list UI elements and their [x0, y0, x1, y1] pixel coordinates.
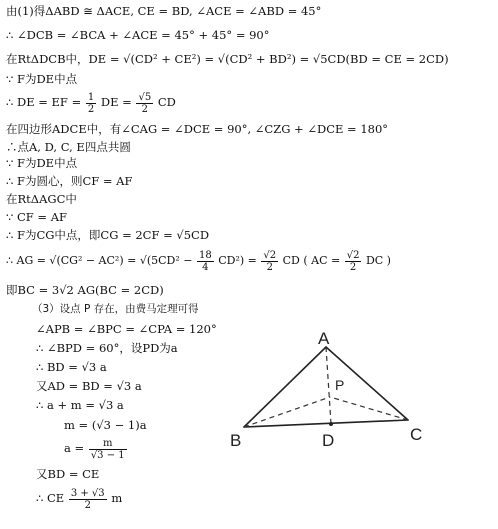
- line-13: [6, 248, 391, 274]
- label-b: B: [230, 431, 242, 450]
- fraction-numerator: 18: [199, 249, 212, 261]
- line-9: ∴ F为圆心，则CF = AF: [6, 174, 133, 188]
- line-5-a: ∴ DE = EF =: [6, 95, 85, 109]
- line-5-c: CD: [154, 95, 176, 109]
- line-5-b: DE =: [97, 95, 136, 109]
- fraction-numerator: 1: [87, 91, 95, 103]
- line-10: 在RtΔAGC中: [6, 192, 77, 206]
- line-13-d: DC ): [362, 254, 391, 267]
- fraction-3-plus-root3-over-2: [69, 488, 107, 511]
- line-13-c: CD ( AC =: [279, 254, 344, 267]
- line-20: ∴ a + m = √3 a: [36, 398, 124, 412]
- line-22-a: a =: [64, 441, 88, 455]
- side-bc: [244, 420, 408, 427]
- line-6: 在四边形ADCE中，有∠CAG = ∠DCE = 90°, ∠CZG + ∠DCE = 180°: [6, 122, 389, 136]
- line-16: ∠APB = ∠BPC = ∠CPA = 120°: [36, 322, 217, 336]
- fraction-denominator: 2: [84, 499, 91, 511]
- fraction-half: [86, 92, 96, 115]
- line-4: ∵ F为DE中点: [6, 72, 78, 86]
- line-24-b: m: [107, 491, 123, 505]
- fraction-18-over-4: [197, 250, 214, 273]
- line-1: 由(1)得ΔABD ≅ ΔACE, CE = BD, ∠ACE = ∠ABD = 45°: [6, 4, 322, 18]
- line-3-d: √(CD² + BD²): [217, 52, 296, 66]
- line-22: [64, 434, 128, 462]
- segment-ad: [326, 347, 331, 424]
- line-19: 又AD = BD = √3 a: [36, 379, 142, 393]
- fraction-root5-over-2: [136, 92, 153, 115]
- line-3-c: =: [200, 52, 218, 66]
- fraction-denominator: 4: [202, 261, 209, 273]
- fraction-denominator: √3 − 1: [90, 449, 125, 461]
- fraction-root2-over-2-b: [345, 250, 362, 273]
- line-5: [6, 90, 176, 114]
- fraction-numerator: √2: [346, 249, 360, 261]
- line-14: 即BC = 3√2 AG(BC = 2CD): [6, 283, 164, 297]
- fraction-numerator: √5: [138, 91, 152, 103]
- fraction-m-over-root3-minus-1: [89, 438, 127, 461]
- side-ab: [244, 347, 326, 427]
- fraction-root2-over-2: [261, 250, 278, 273]
- line-24-a: ∴ CE: [36, 491, 68, 505]
- line-23: 又BD = CE: [36, 467, 100, 481]
- line-2: ∴ ∠DCB = ∠BCA + ∠ACE = 45° + 45° = 90°: [6, 28, 270, 42]
- fraction-numerator: m: [89, 438, 127, 450]
- side-ac: [326, 347, 408, 420]
- line-12: ∴ F为CG中点，即CG = 2CF = √5CD: [6, 228, 210, 242]
- fraction-denominator: 2: [87, 103, 95, 115]
- line-3: [6, 52, 449, 66]
- label-p: P: [335, 377, 345, 393]
- fraction-denominator: 2: [141, 103, 148, 115]
- fraction-denominator: 2: [266, 261, 273, 273]
- line-11: ∵ CF = AF: [6, 210, 67, 224]
- point-d: [329, 422, 333, 426]
- label-d: D: [322, 431, 335, 450]
- fraction-numerator: 3 + √3: [70, 487, 105, 499]
- line-13-a: ∴ AG = √(CG² − AC²) = √(5CD² −: [6, 254, 196, 267]
- line-18: ∴ BD = √3 a: [36, 360, 107, 374]
- line-21: m = (√3 − 1)a: [64, 418, 147, 432]
- line-8: ∵ F为DE中点: [6, 156, 78, 170]
- line-3-e: = √5CD(BD = CE = 2CD): [295, 52, 449, 66]
- line-3-a: 在RtΔDCB中，DE =: [6, 52, 124, 66]
- label-a: A: [318, 329, 330, 348]
- line-24: [36, 484, 122, 512]
- line-13-b: CD²) =: [214, 254, 261, 267]
- line-17: ∴ ∠BPD = 60°，设PD为a: [36, 341, 178, 355]
- segment-pc: [330, 397, 408, 420]
- fraction-numerator: √2: [263, 249, 277, 261]
- line-15: （3）设点 P 存在，由费马定理可得: [32, 303, 199, 315]
- line-7: ∴点A, D, C, E四点共圆: [6, 140, 131, 154]
- line-3-b: √(CD² + CE²): [123, 52, 201, 66]
- label-c: C: [410, 425, 423, 444]
- segment-pb: [244, 397, 330, 427]
- fraction-denominator: 2: [349, 261, 357, 273]
